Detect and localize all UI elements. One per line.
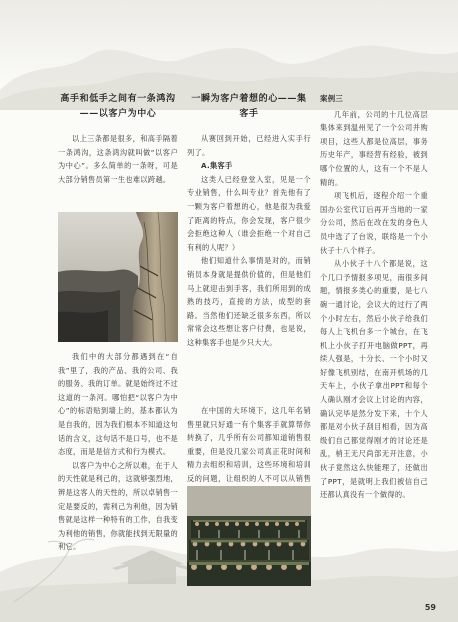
right-paragraph-1: 几年前，公司的十几位高层集体来到温州见了一个公司并购项目，这些人都是位高层，事务历史年产，事经营有经验，被到哪个位置的人，这有一个不是人精的。 [320, 109, 428, 187]
middle-column-heading: 一瞬为客户着想的心——集客手 [191, 94, 307, 119]
left-paragraph-1: 以上三条都是很多，和高手隔着一条鸿沟，这条鸿沟就叫做“以客户为中心”。多么简单的一条呀，可是大部分销售员第一生也难以跨越。 [58, 134, 178, 184]
left-paragraph-3: 以客户为中心之所以难，在于人的天性就是利己的，这就够强烈地，辨是这客人的天性的，所以卓销售一定是要反的，需利己为利他，因为销售就是这样一种特有的工作，自我变为利他的销售，你就能找到无限量的利它。 [58, 460, 178, 552]
middle-paragraph-4: 在中国的大环境下，这几年名销售里就只好通一有个集客手就算帮你转换了，几乎所有公司都知道销售很重要，但是没几家公司真正花时间和精力去组织和培训，这些环境和培训反的问题，让组织的人不可以从销售 [187, 406, 311, 483]
left-paragraph-2: 我们中的大部分都遇到在“自我”里了，我的产品、我的公司、我的服务、我的订单。就是始终过不过这道的一条河。哪怕把“以客户为中心”的标语贴到墙上的，基本都认为是自我的，因为我们根本不知道这句话的含义，这句话不是口号，也不是态度，而是是信方式和行为模式。 [58, 352, 178, 457]
soldiers-photo [187, 486, 311, 586]
case-study-label: 案例三 [320, 94, 344, 103]
middle-column [187, 92, 311, 350]
right-paragraph-3: 从小伙子十八个都是说，这个几口予情报多项见，南很多间题，情报多类心的重要，是七八碗一通讨论，会议大的过行了两个小时左右，然后小伙子给我们每人上飞机台多一个城台，在飞机上小伙子打开电脑做PPT，再续人强是，十分长、一个小时又好像飞机别结，在南开机场的几天车上，小伙子拿出PPT和每个人确认刚才会议上讨论的内容，确认完毕是然分发下来，十个人都是对小伙子刮目相看，因为高级们自己都觉得刚才的讨论还是乱，梢王无尺尚部无开注意，小伙子竟然这么快能理了，还做出了PPT，是就明上我们被信自己还都认真没有一个做得的。 [320, 259, 428, 500]
right-paragraph-2: 项飞机后，逐程介绍一个重国办公室代订后再开当地的一家分公司，然后在改在发的身色人员中选了了台说，联络是一个小伙子十八个样子。 [320, 191, 428, 255]
left-column-heading: 高手和低手之间有一条鸿沟——以客户为中心 [60, 94, 176, 119]
page-number: 59 [424, 603, 436, 612]
left-column [58, 92, 178, 186]
right-column [320, 92, 428, 502]
middle-paragraph-3: 他们知道什么事情是对的，而销销员本身就是提供价值的，但是他们马上就迎击到手客，我们所用到的成熟的技巧，直接的方法，成型的套路。当然他们还缺乏很多东西，所以常常会这些想让客户付费，也是说，这种集客手也是少只大大。 [187, 256, 311, 347]
middle-paragraph-2: 这类人已经登堂入室，见是一个专业销售，什么叫专业？首先他有了一颗为客户着想的心，他是很为我爱了距离的特点，你会发现，客户很少会拒绝这种人（谁会拒绝一个对自己有利的人呢？） [187, 174, 311, 252]
left-column-lower [58, 350, 178, 554]
middle-subhead: A.集客手 [201, 161, 233, 171]
middle-paragraph-1: 从赛回到开始，已经进入实手行列了。 [187, 134, 311, 157]
cliff-photo [58, 212, 178, 342]
